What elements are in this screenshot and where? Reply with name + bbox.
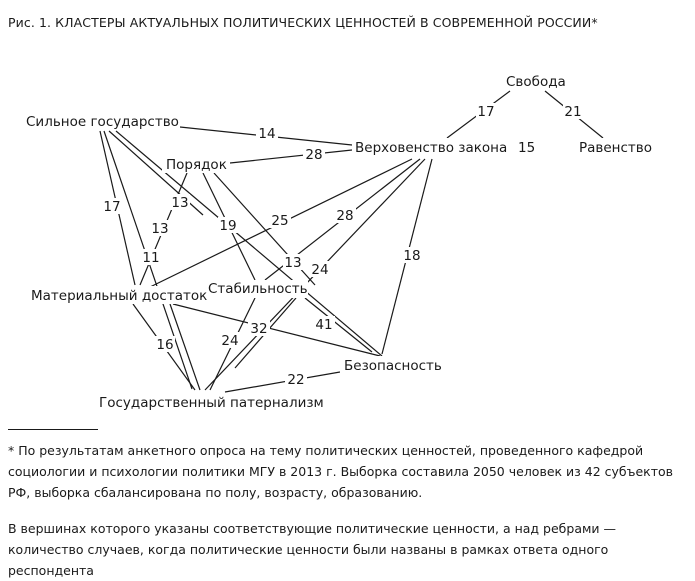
edge-material-bezopasnost — [173, 304, 380, 356]
edge-poryadok-verkhovenstvo — [230, 150, 352, 163]
edge-bezopasnost-paternalizm — [225, 372, 340, 392]
footnote-rule — [8, 429, 98, 430]
edge-weight-silnoe-stabilnost: 13 — [171, 195, 189, 211]
figure-caption: Рис. 1. КЛАСТЕРЫ АКТУАЛЬНЫХ ПОЛИТИЧЕСКИХ ЦЕННОСТЕЙ В СОВРЕМЕННОЙ РОССИИ* — [8, 15, 598, 30]
node-stabilnost: Стабильность — [208, 281, 308, 297]
explanation-note — [8, 518, 695, 581]
footnote-line: социологии и психологии политики МГУ в 2013 г. Выборка составила 2050 человек из 42 субъектов — [8, 464, 674, 479]
edge-weight-bezopasnost-paternalizm: 22 — [287, 372, 305, 388]
node-svoboda: Свобода — [506, 74, 566, 90]
graph-edges — [100, 91, 603, 392]
edge-weight-silnoe-bezopasnost: 13 — [151, 221, 169, 237]
edge-weight-stabilnost-bezopasnost: 32 — [250, 321, 268, 337]
node-bezopasnost: Безопасность — [344, 358, 442, 374]
note-line: респондента — [8, 563, 94, 578]
node-poryadok: Порядок — [166, 157, 227, 173]
edge-weight-material-bezopasnost: 41 — [315, 317, 333, 333]
edge-weight-verkhovenstvo-bezopasnost: 18 — [403, 248, 421, 264]
edge-weight-stabilnost-paternalizm: 24 — [221, 333, 239, 349]
footnote-line: * По результатам анкетного опроса на тему политических ценностей, проведенного кафедрой — [8, 443, 644, 458]
edge-weight-poryadok-bezopasnost: 13 — [284, 255, 302, 271]
edge-weight-poryadok-verkhovenstvo: 28 — [305, 147, 323, 163]
node-paternalizm: Государственный патернализм — [99, 395, 324, 411]
edge-weight-svoboda-verkhovenstvo: 17 — [477, 104, 495, 120]
edge-weight-verkhovenstvo-paternalizm: 24 — [311, 262, 329, 278]
node-ravenstvo: Равенство — [579, 140, 653, 156]
node-materialnyi-dostatok: Материальный достаток — [31, 288, 208, 304]
edge-weight-silnoe-verkhovenstvo: 14 — [258, 126, 276, 142]
edge-weight-verkhovenstvo-material: 25 — [271, 213, 289, 229]
note-line: количество случаев, когда политические ценности были названы в рамках ответа одного — [8, 542, 609, 557]
edge-weight-material-paternalizm: 16 — [156, 337, 174, 353]
edge-weight-silnoe-paternalizm: 11 — [142, 250, 160, 266]
footnote-line: РФ, выборка сбалансирована по полу, возрасту, образованию. — [8, 485, 423, 500]
node-verkhovenstvo: Верховенство закона — [355, 140, 508, 156]
footnote — [8, 440, 695, 503]
note-line: В вершинах которого указаны соответствующие политические ценности, а над ребрами — — [8, 521, 617, 536]
edge-weight-poryadok-stabilnost: 19 — [219, 218, 237, 234]
edge-weight-verkhovenstvo-stabilnost: 28 — [336, 208, 354, 224]
edge-weight-svoboda-ravenstvo: 21 — [564, 104, 582, 120]
node-verkhovenstvo-count: 15 — [518, 140, 536, 156]
edge-weight-silnoe-material: 17 — [103, 199, 121, 215]
graph-nodes — [26, 74, 652, 411]
node-silnoe-gosudarstvo: Сильное государство — [26, 114, 179, 130]
